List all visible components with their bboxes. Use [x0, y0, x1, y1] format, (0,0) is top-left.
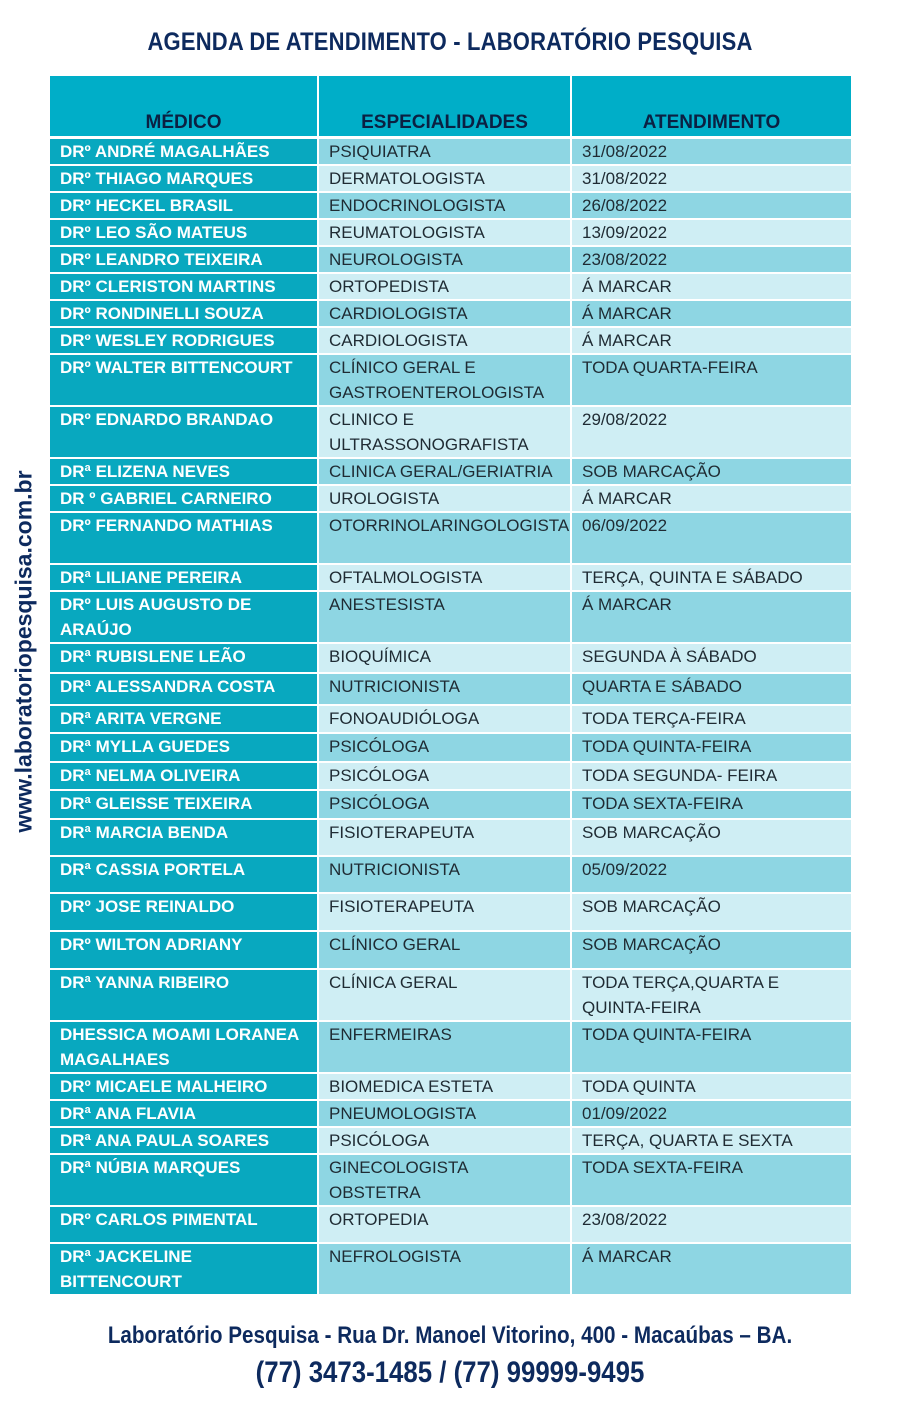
especialidade-cell: ENDOCRINOLOGISTA — [319, 193, 570, 220]
medico-cell: DRª RUBISLENE LEÃO — [50, 644, 317, 674]
medico-cell: DRª ELIZENA NEVES — [50, 459, 317, 486]
atendimento-cell: TODA SEXTA-FEIRA — [572, 791, 851, 820]
table-row — [50, 565, 851, 592]
table-row — [50, 328, 851, 355]
table-row — [50, 459, 851, 486]
especialidade-cell: NUTRICIONISTA — [319, 674, 570, 706]
table-row — [50, 857, 851, 894]
atendimento-cell: SOB MARCAÇÃO — [572, 820, 851, 857]
especialidade-cell: CLINICO E ULTRASSONOGRAFISTA — [319, 407, 570, 459]
atendimento-cell: Á MARCAR — [572, 328, 851, 355]
atendimento-cell: 23/08/2022 — [572, 247, 851, 274]
atendimento-cell: Á MARCAR — [572, 274, 851, 301]
atendimento-cell: TODA TERÇA-FEIRA — [572, 706, 851, 734]
medico-cell: DRª ARITA VERGNE — [50, 706, 317, 734]
atendimento-cell: 01/09/2022 — [572, 1101, 851, 1128]
table-row — [50, 894, 851, 932]
table-row — [50, 1244, 851, 1296]
especialidade-cell: OTORRINOLARINGOLOGISTA — [319, 513, 570, 565]
table-row — [50, 355, 851, 407]
atendimento-cell: 23/08/2022 — [572, 1207, 851, 1244]
atendimento-cell: Á MARCAR — [572, 486, 851, 513]
especialidade-cell: ENFERMEIRAS — [319, 1022, 570, 1074]
table-row — [50, 247, 851, 274]
atendimento-cell: QUARTA E SÁBADO — [572, 674, 851, 706]
column-header-medico: MÉDICO — [50, 76, 317, 139]
especialidade-cell: NUTRICIONISTA — [319, 857, 570, 894]
table-row — [50, 674, 851, 706]
atendimento-cell: TERÇA, QUARTA E SEXTA — [572, 1128, 851, 1155]
table-row — [50, 592, 851, 644]
atendimento-cell: 29/08/2022 — [572, 407, 851, 459]
especialidade-cell: GINECOLOGISTA OBSTETRA — [319, 1155, 570, 1207]
table-row — [50, 139, 851, 166]
especialidade-cell: PSICÓLOGA — [319, 763, 570, 791]
table-row — [50, 1101, 851, 1128]
table-row — [50, 1074, 851, 1101]
medico-cell: DRº WILTON ADRIANY — [50, 932, 317, 970]
atendimento-cell: Á MARCAR — [572, 1244, 851, 1296]
atendimento-cell: 13/09/2022 — [572, 220, 851, 247]
medico-cell: DRª NELMA OLIVEIRA — [50, 763, 317, 791]
especialidade-cell: PSICÓLOGA — [319, 1128, 570, 1155]
especialidade-cell: CLÍNICO GERAL E GASTROENTEROLOGISTA — [319, 355, 570, 407]
especialidade-cell: CLÍNICA GERAL — [319, 970, 570, 1022]
table-row — [50, 407, 851, 459]
atendimento-cell: TODA QUINTA-FEIRA — [572, 1022, 851, 1074]
table-row — [50, 166, 851, 193]
atendimento-cell: SEGUNDA À SÁBADO — [572, 644, 851, 674]
medico-cell: DRº THIAGO MARQUES — [50, 166, 317, 193]
table-row — [50, 791, 851, 820]
especialidade-cell: ANESTESISTA — [319, 592, 570, 644]
especialidade-cell: CLINICA GERAL/GERIATRIA — [319, 459, 570, 486]
table-row — [50, 274, 851, 301]
especialidade-cell: NEUROLOGISTA — [319, 247, 570, 274]
especialidade-cell: CLÍNICO GERAL — [319, 932, 570, 970]
medico-cell: DHESSICA MOAMI LORANEA MAGALHAES — [50, 1022, 317, 1074]
table-row — [50, 644, 851, 674]
especialidade-cell: PSICÓLOGA — [319, 734, 570, 763]
atendimento-cell: Á MARCAR — [572, 301, 851, 328]
medico-cell: DRº CLERISTON MARTINS — [50, 274, 317, 301]
medico-cell: DRº WESLEY RODRIGUES — [50, 328, 317, 355]
column-header-especialidades: ESPECIALIDADES — [319, 76, 570, 139]
medico-cell: DRº WALTER BITTENCOURT — [50, 355, 317, 407]
atendimento-cell: 06/09/2022 — [572, 513, 851, 565]
atendimento-cell: 05/09/2022 — [572, 857, 851, 894]
medico-cell: DRº RONDINELLI SOUZA — [50, 301, 317, 328]
table-row — [50, 1207, 851, 1244]
page-title: AGENDA DE ATENDIMENTO - LABORATÓRIO PESQUISA — [147, 28, 753, 56]
schedule-table — [48, 76, 853, 1296]
table-row — [50, 220, 851, 247]
table-row — [50, 932, 851, 970]
atendimento-cell: 31/08/2022 — [572, 139, 851, 166]
medico-cell: DRº HECKEL BRASIL — [50, 193, 317, 220]
especialidade-cell: PNEUMOLOGISTA — [319, 1101, 570, 1128]
table-row — [50, 1155, 851, 1207]
especialidade-cell: BIOMEDICA ESTETA — [319, 1074, 570, 1101]
table-row — [50, 763, 851, 791]
medico-cell: DRª LILIANE PEREIRA — [50, 565, 317, 592]
especialidade-cell: CARDIOLOGISTA — [319, 328, 570, 355]
footer-address: Laboratório Pesquisa - Rua Dr. Manoel Vitorino, 400 - Macaúbas – BA. — [107, 1322, 793, 1349]
medico-cell: DRª ANA FLAVIA — [50, 1101, 317, 1128]
medico-cell: DRª MYLLA GUEDES — [50, 734, 317, 763]
atendimento-cell: TERÇA, QUINTA E SÁBADO — [572, 565, 851, 592]
medico-cell: DRº EDNARDO BRANDAO — [50, 407, 317, 459]
medico-cell: DRª ANA PAULA SOARES — [50, 1128, 317, 1155]
especialidade-cell: CARDIOLOGISTA — [319, 301, 570, 328]
especialidade-cell: OFTALMOLOGISTA — [319, 565, 570, 592]
table-row — [50, 513, 851, 565]
especialidade-cell: FISIOTERAPEUTA — [319, 894, 570, 932]
footer-phone: (77) 3473-1485 / (77) 99999-9495 — [255, 1356, 645, 1389]
atendimento-cell: SOB MARCAÇÃO — [572, 932, 851, 970]
especialidade-cell: NEFROLOGISTA — [319, 1244, 570, 1296]
medico-cell: DRº MICAELE MALHEIRO — [50, 1074, 317, 1101]
atendimento-cell: TODA QUINTA-FEIRA — [572, 734, 851, 763]
atendimento-cell: TODA QUARTA-FEIRA — [572, 355, 851, 407]
table-row — [50, 486, 851, 513]
especialidade-cell: PSICÓLOGA — [319, 791, 570, 820]
medico-cell: DRº JOSE REINALDO — [50, 894, 317, 932]
especialidade-cell: PSIQUIATRA — [319, 139, 570, 166]
especialidade-cell: FONOAUDIÓLOGA — [319, 706, 570, 734]
table-row — [50, 706, 851, 734]
medico-cell: DRº LUIS AUGUSTO DE ARAÚJO — [50, 592, 317, 644]
especialidade-cell: REUMATOLOGISTA — [319, 220, 570, 247]
side-url — [8, 469, 40, 833]
medico-cell: DRª ALESSANDRA COSTA — [50, 674, 317, 706]
atendimento-cell: TODA TERÇA,QUARTA E QUINTA-FEIRA — [572, 970, 851, 1022]
medico-cell: DRª JACKELINE BITTENCOURT — [50, 1244, 317, 1296]
table-row — [50, 970, 851, 1022]
especialidade-cell: ORTOPEDIA — [319, 1207, 570, 1244]
atendimento-cell: TODA SEGUNDA- FEIRA — [572, 763, 851, 791]
table-row — [50, 1022, 851, 1074]
medico-cell: DRº LEO SÃO MATEUS — [50, 220, 317, 247]
side-url-text: www.laboratoriopesquisa.com.br — [10, 469, 37, 833]
table-row — [50, 301, 851, 328]
table-header — [50, 76, 851, 139]
table-row — [50, 193, 851, 220]
atendimento-cell: SOB MARCAÇÃO — [572, 894, 851, 932]
table-row — [50, 1128, 851, 1155]
medico-cell: DRª CASSIA PORTELA — [50, 857, 317, 894]
table-row — [50, 734, 851, 763]
atendimento-cell: 31/08/2022 — [572, 166, 851, 193]
medico-cell: DRª NÚBIA MARQUES — [50, 1155, 317, 1207]
medico-cell: DRª GLEISSE TEIXEIRA — [50, 791, 317, 820]
especialidade-cell: ORTOPEDISTA — [319, 274, 570, 301]
medico-cell: DRº CARLOS PIMENTAL — [50, 1207, 317, 1244]
atendimento-cell: SOB MARCAÇÃO — [572, 459, 851, 486]
medico-cell: DRª MARCIA BENDA — [50, 820, 317, 857]
medico-cell: DRª YANNA RIBEIRO — [50, 970, 317, 1022]
atendimento-cell: Á MARCAR — [572, 592, 851, 644]
column-header-atendimento: ATENDIMENTO — [572, 76, 851, 139]
especialidade-cell: UROLOGISTA — [319, 486, 570, 513]
atendimento-cell: TODA SEXTA-FEIRA — [572, 1155, 851, 1207]
especialidade-cell: DERMATOLOGISTA — [319, 166, 570, 193]
especialidade-cell: BIOQUÍMICA — [319, 644, 570, 674]
medico-cell: DRº LEANDRO TEIXEIRA — [50, 247, 317, 274]
table-body — [50, 139, 851, 1296]
atendimento-cell: TODA QUINTA — [572, 1074, 851, 1101]
especialidade-cell: FISIOTERAPEUTA — [319, 820, 570, 857]
atendimento-cell: 26/08/2022 — [572, 193, 851, 220]
medico-cell: DRº ANDRÉ MAGALHÃES — [50, 139, 317, 166]
medico-cell: DR º GABRIEL CARNEIRO — [50, 486, 317, 513]
medico-cell: DRº FERNANDO MATHIAS — [50, 513, 317, 565]
table-row — [50, 820, 851, 857]
